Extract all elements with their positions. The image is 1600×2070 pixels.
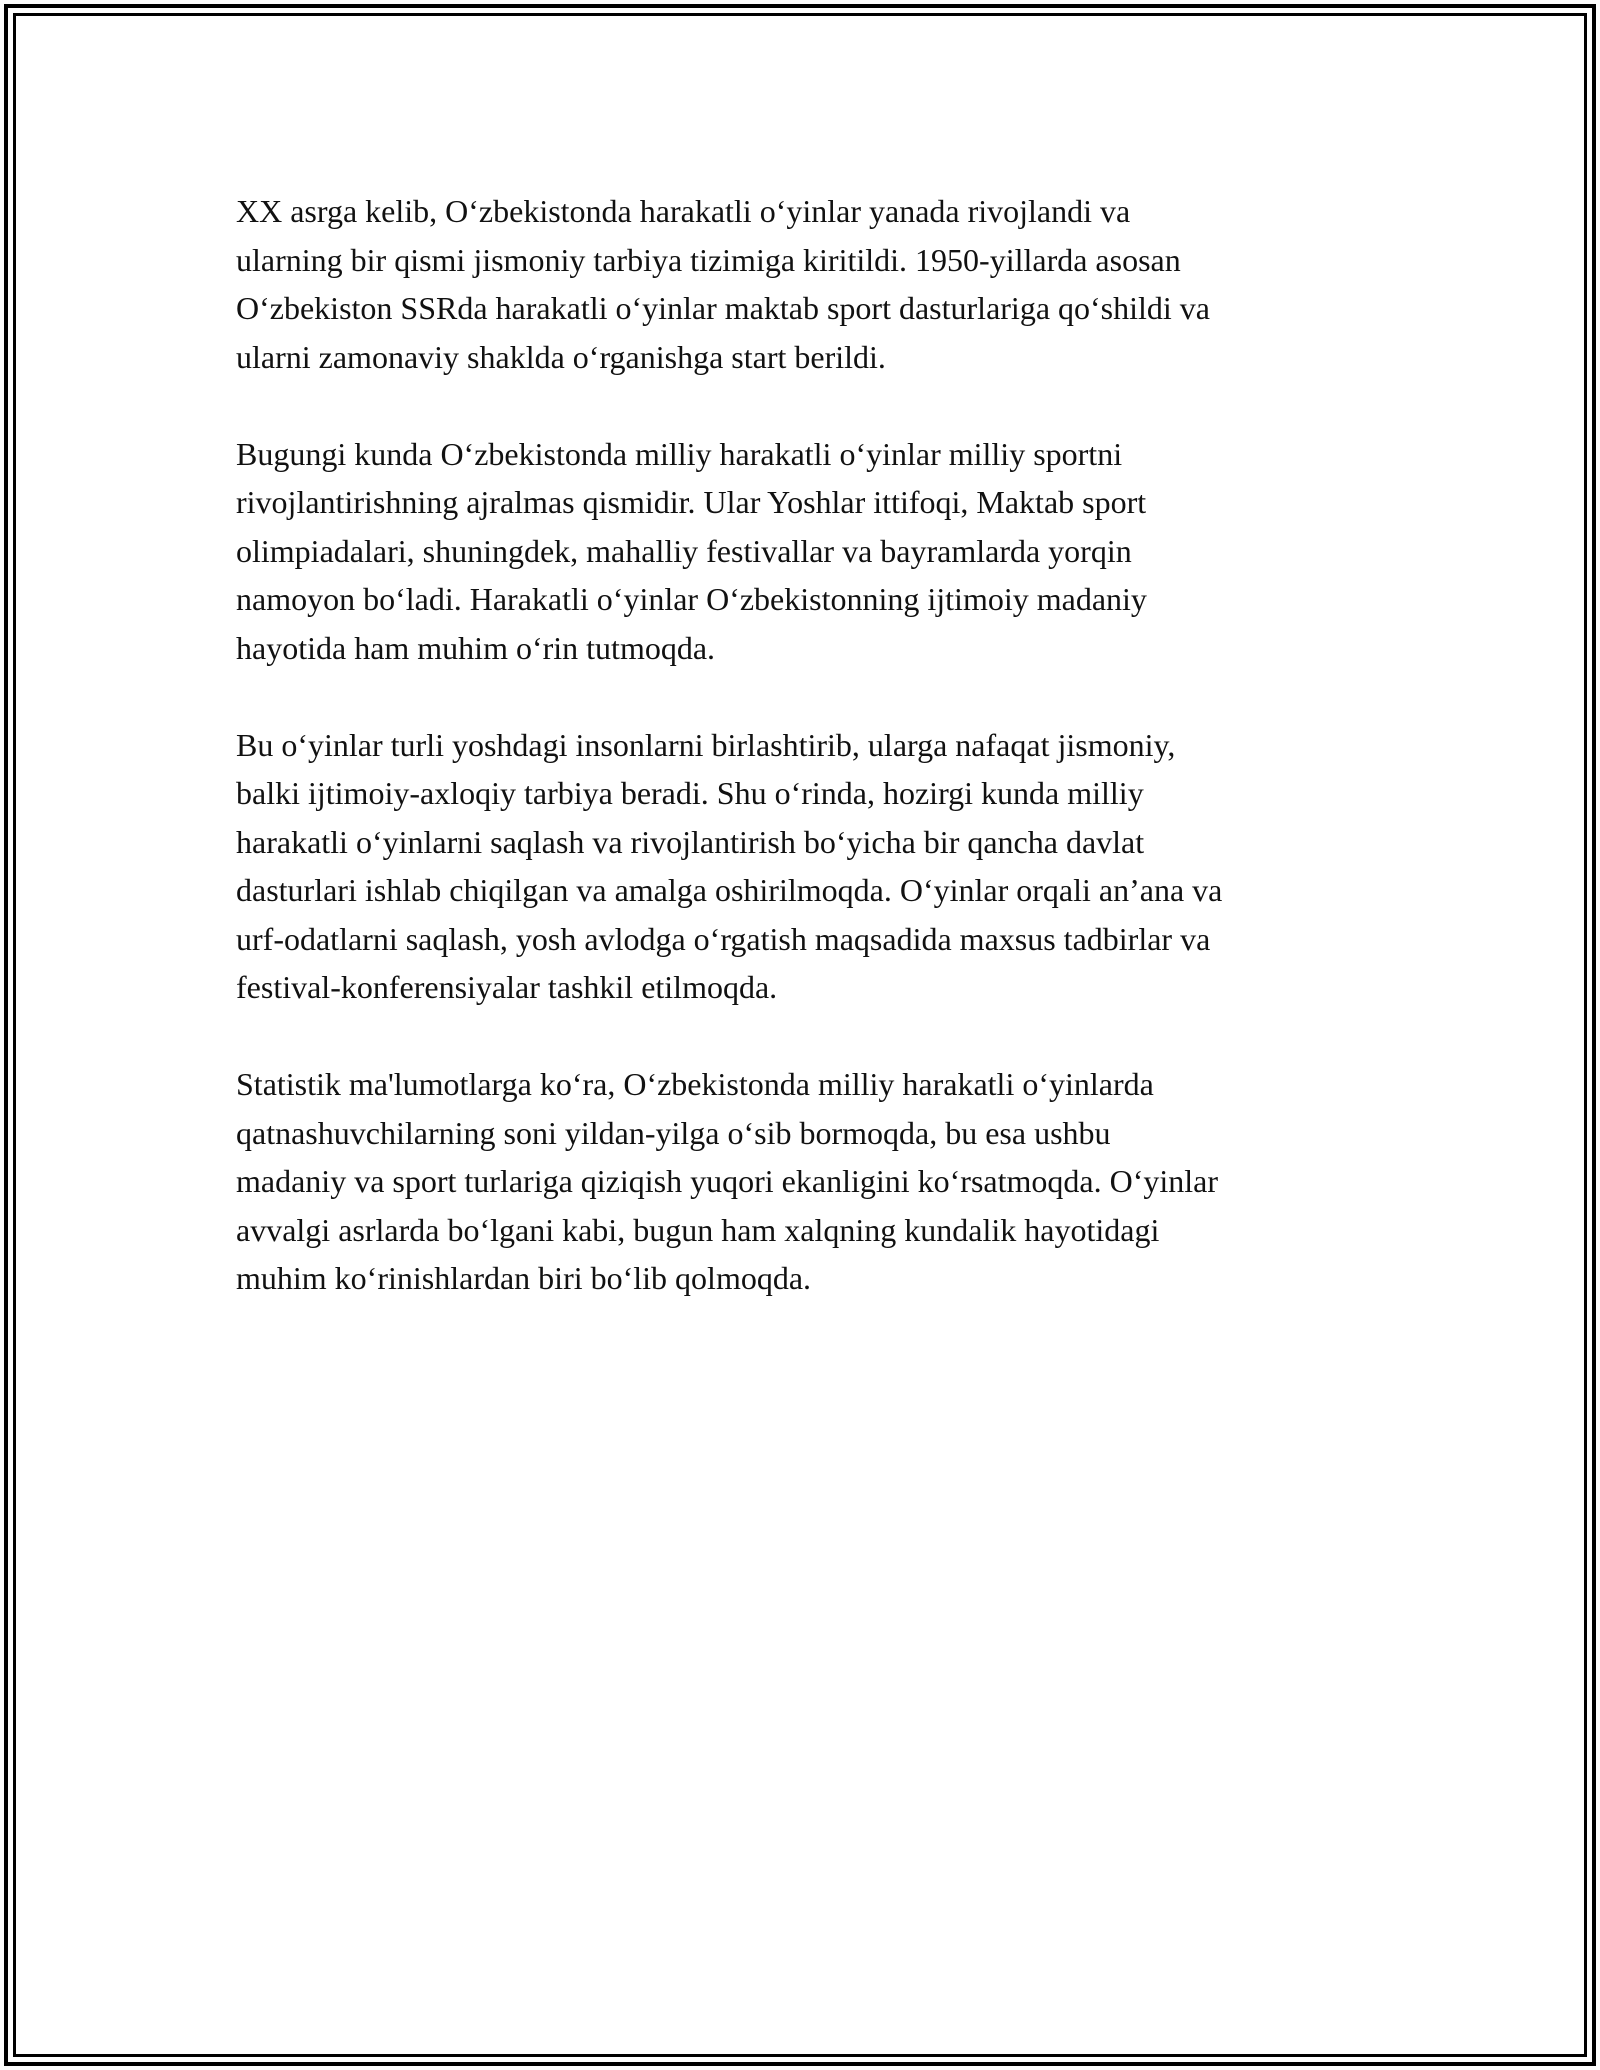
paragraph-2-line-4: namoyon bo‘ladi. Harakatli o‘yinlar O‘zbekistonning ijtimoiy madaniy bbox=[236, 581, 1147, 617]
paragraph-3-line-1: Bu o‘yinlar turli yoshdagi insonlarni birlashtirib, ularga nafaqat jismoniy, bbox=[236, 726, 1176, 763]
paragraph-2 bbox=[236, 430, 1376, 673]
paragraph-4-line-5: muhim ko‘rinishlardan biri bo‘lib qolmoqda. bbox=[236, 1260, 812, 1296]
document-body bbox=[236, 187, 1376, 1351]
paragraph-3-line-2: balki ijtimoiy-axloqiy tarbiya beradi. Shu o‘rinda, hozirgi kunda milliy bbox=[236, 775, 1144, 811]
paragraph-4 bbox=[236, 1060, 1376, 1303]
paragraph-2-line-2: rivojlantirishning ajralmas qismidir. Ular Yoshlar ittifoqi, Maktab sport bbox=[236, 484, 1147, 520]
paragraph-3-line-3: harakatli o‘yinlarni saqlash va rivojlantirish bo‘yicha bir qancha davlat bbox=[236, 823, 1145, 860]
paragraph-2-line-1: Bugungi kunda O‘zbekistonda milliy harakatli o‘yinlar milliy sportni bbox=[236, 435, 1123, 472]
paragraph-4-line-2: qatnashuvchilarning soni yildan-yilga o‘sib bormoqda, bu esa ushbu bbox=[236, 1114, 1111, 1151]
paragraph-3-line-5: urf-odatlarni saqlash, yosh avlodga o‘rgatish maqsadida maxsus tadbirlar va bbox=[236, 920, 1211, 957]
paragraph-1 bbox=[236, 187, 1376, 381]
paragraph-3 bbox=[236, 721, 1376, 1012]
paragraph-2-line-5: hayotida ham muhim o‘rin tutmoqda. bbox=[236, 629, 716, 666]
paragraph-1-line-4: ularni zamonaviy shaklda o‘rganishga start berildi. bbox=[236, 338, 886, 375]
paragraph-1-line-3: O‘zbekiston SSRda harakatli o‘yinlar maktab sport dasturlariga qo‘shildi va bbox=[236, 290, 1210, 326]
paragraph-3-line-6: festival-konferensiyalar tashkil etilmoqda. bbox=[236, 969, 778, 1005]
paragraph-3-line-4: dasturlari ishlab chiqilgan va amalga oshirilmoqda. O‘yinlar orqali an’ana va bbox=[236, 872, 1223, 908]
paragraph-1-line-2: ularning bir qismi jismoniy tarbiya tizimiga kiritildi. 1950-yillarda asosan bbox=[236, 241, 1181, 278]
paragraph-4-line-1: Statistik ma'lumotlarga ko‘ra, O‘zbekistonda milliy harakatli o‘yinlarda bbox=[236, 1066, 1154, 1102]
paragraph-2-line-3: olimpiadalari, shuningdek, mahalliy festivallar va bayramlarda yorqin bbox=[236, 532, 1132, 569]
paragraph-1-line-1: XX asrga kelib, O‘zbekistonda harakatli o‘yinlar yanada rivojlandi va bbox=[236, 193, 1131, 229]
paragraph-4-line-3: madaniy va sport turlariga qiziqish yuqori ekanligini ko‘rsatmoqda. O‘yinlar bbox=[236, 1163, 1218, 1199]
paragraph-4-line-4: avvalgi asrlarda bo‘lgani kabi, bugun ham xalqning kundalik hayotidagi bbox=[236, 1211, 1160, 1248]
